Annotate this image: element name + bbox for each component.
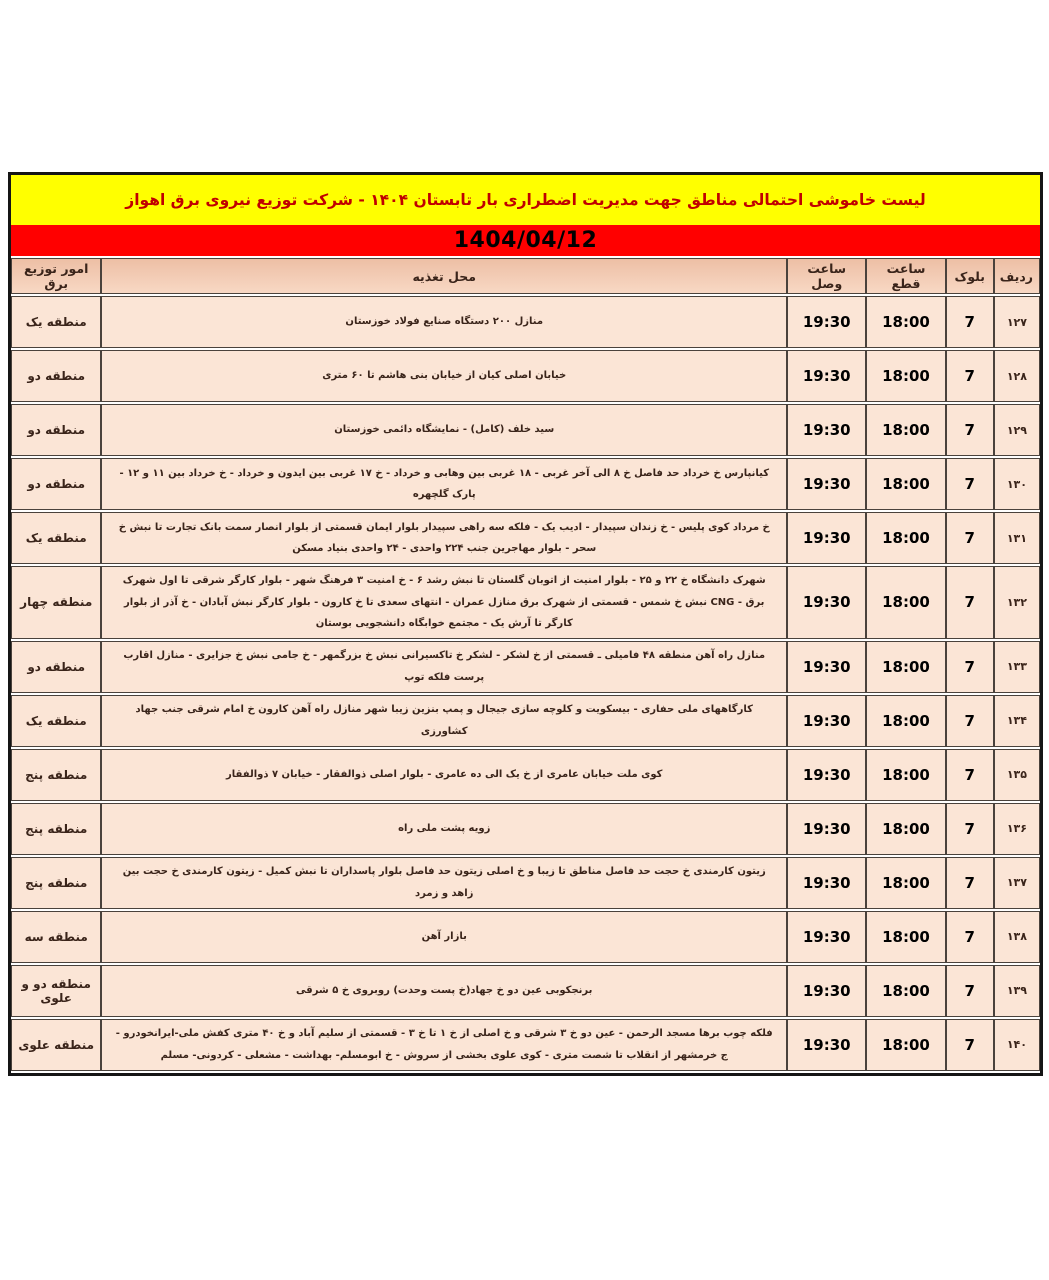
region-cell: منطقه دو <box>11 404 101 456</box>
location-cell: کارگاههای ملی حفاری - بیسکویت و کلوچه سازی جیجال و پمپ بنزین زیبا شهر منازل راه آهن کارون خ امام شرقی جنب جهاد کشاورزی <box>101 695 787 747</box>
block-cell: 7 <box>946 803 994 855</box>
date-value: 1404/04/12 <box>453 228 598 253</box>
row-number: ۱۳۶ <box>994 803 1040 855</box>
header-block: بلوک <box>946 258 994 294</box>
location-cell: خ مرداد کوی پلیس - خ زندان سپیدار - ادیب یک - فلکه سه راهی سپیدار بلوار ایمان قسمتی از بلوار انصار سمت بانک تجارت تا نبش خ سحر - بلوار مهاجرین جنب ۲۲۴ واحدی - ۲۴ واحدی بنیاد مسکن <box>101 512 787 564</box>
table-row <box>11 296 1040 348</box>
block-cell: 7 <box>946 641 994 693</box>
cut-time-cell: 18:00 <box>866 857 945 909</box>
row-number: ۱۳۴ <box>994 695 1040 747</box>
block-cell: 7 <box>946 749 994 801</box>
table-row <box>11 965 1040 1017</box>
row-number: ۱۳۷ <box>994 857 1040 909</box>
reconnect-time-cell: 19:30 <box>787 512 866 564</box>
location-cell: برنجکوبی عین دو خ جهاد(خ پست وحدت) روبروی خ ۵ شرقی <box>101 965 787 1017</box>
row-number: ۱۴۰ <box>994 1019 1040 1071</box>
cut-time-cell: 18:00 <box>866 566 945 639</box>
header-distribution: امور توزیع برق <box>11 258 101 294</box>
cut-time-cell: 18:00 <box>866 965 945 1017</box>
page-title: لیست خاموشی احتمالی مناطق جهت مدیریت اضطراری بار تابستان ۱۴۰۴ - شرکت توزیع نیروی برق اهواز <box>125 191 926 209</box>
block-cell: 7 <box>946 458 994 510</box>
location-cell: شهرک دانشگاه خ ۲۲ و ۲۵ - بلوار امنیت از اتوبان گلستان تا نبش رشد ۶ - خ امنیت ۳ فرهنگ شهر - بلوار کارگر شرقی تا اول شهرک برق - CNG نبش خ شمس - قسمتی از شهرک برق منازل عمران - انتهای سعدی تا خ کارون - بلوار کارگر نبش آبادان - خ آذر از بلوار کارگر تا آرش یک - مجتمع خوابگاه دانشجویی بوستان <box>101 566 787 639</box>
block-cell: 7 <box>946 695 994 747</box>
cut-time-cell: 18:00 <box>866 695 945 747</box>
location-cell: خیابان اصلی کیان از خیابان بنی هاشم تا ۶۰ متری <box>101 350 787 402</box>
header-row <box>11 258 1040 294</box>
location-cell: کوی ملت خیابان عامری از خ یک الی ده عامری - بلوار اصلی ذوالفقار - خیابان ۷ ذوالفقار <box>101 749 787 801</box>
reconnect-time-cell: 19:30 <box>787 749 866 801</box>
row-number: ۱۳۰ <box>994 458 1040 510</box>
cut-time-cell: 18:00 <box>866 296 945 348</box>
region-cell: منطقه یک <box>11 695 101 747</box>
location-cell: زویه پشت ملی راه <box>101 803 787 855</box>
region-cell: منطقه پنج <box>11 803 101 855</box>
cut-time-cell: 18:00 <box>866 641 945 693</box>
cut-time-cell: 18:00 <box>866 1019 945 1071</box>
region-cell: منطقه پنج <box>11 749 101 801</box>
reconnect-time-cell: 19:30 <box>787 695 866 747</box>
outage-table <box>11 256 1040 1073</box>
region-cell: منطقه چهار <box>11 566 101 639</box>
reconnect-time-cell: 19:30 <box>787 404 866 456</box>
row-number: ۱۳۸ <box>994 911 1040 963</box>
row-number: ۱۳۳ <box>994 641 1040 693</box>
table-row <box>11 566 1040 639</box>
block-cell: 7 <box>946 911 994 963</box>
region-cell: منطقه یک <box>11 512 101 564</box>
reconnect-time-cell: 19:30 <box>787 566 866 639</box>
header-reconnect-time: ساعت وصل <box>787 258 866 294</box>
table-row <box>11 641 1040 693</box>
table-row <box>11 857 1040 909</box>
row-number: ۱۳۵ <box>994 749 1040 801</box>
block-cell: 7 <box>946 965 994 1017</box>
row-number: ۱۲۸ <box>994 350 1040 402</box>
region-cell: منطقه سه <box>11 911 101 963</box>
table-row <box>11 803 1040 855</box>
row-number: ۱۳۱ <box>994 512 1040 564</box>
title-bar <box>11 175 1040 225</box>
location-cell: منازل ۲۰۰ دستگاه صنایع فولاد خوزستان <box>101 296 787 348</box>
block-cell: 7 <box>946 296 994 348</box>
table-row <box>11 695 1040 747</box>
reconnect-time-cell: 19:30 <box>787 857 866 909</box>
block-cell: 7 <box>946 350 994 402</box>
cut-time-cell: 18:00 <box>866 458 945 510</box>
reconnect-time-cell: 19:30 <box>787 1019 866 1071</box>
table-row <box>11 350 1040 402</box>
block-cell: 7 <box>946 512 994 564</box>
reconnect-time-cell: 19:30 <box>787 965 866 1017</box>
reconnect-time-cell: 19:30 <box>787 911 866 963</box>
table-row <box>11 404 1040 456</box>
cut-time-cell: 18:00 <box>866 404 945 456</box>
row-number: ۱۳۲ <box>994 566 1040 639</box>
location-cell: زیتون کارمندی خ حجت حد فاصل مناطق تا زیبا و خ اصلی زیتون حد فاصل بلوار پاسداران تا نبش کمیل - زیتون کارمندی خ حجت بین زاهد و زمرد <box>101 857 787 909</box>
cut-time-cell: 18:00 <box>866 911 945 963</box>
reconnect-time-cell: 19:30 <box>787 641 866 693</box>
region-cell: منطقه دو <box>11 350 101 402</box>
region-cell: منطقه پنج <box>11 857 101 909</box>
cut-time-cell: 18:00 <box>866 749 945 801</box>
region-cell: منطقه علوی <box>11 1019 101 1071</box>
table-row <box>11 1019 1040 1071</box>
block-cell: 7 <box>946 404 994 456</box>
header-location: محل تغذیه <box>101 258 787 294</box>
location-cell: بازار آهن <box>101 911 787 963</box>
location-cell: منازل راه آهن منطقه ۴۸ فامیلی ـ قسمتی از خ لشکر - لشکر خ تاکسیرانی نبش خ بزرگمهر - خ جامی نبش خ جزایری - منازل اقارب پرست فلکه توپ <box>101 641 787 693</box>
region-cell: منطقه دو و علوی <box>11 965 101 1017</box>
block-cell: 7 <box>946 857 994 909</box>
reconnect-time-cell: 19:30 <box>787 458 866 510</box>
row-number: ۱۲۷ <box>994 296 1040 348</box>
reconnect-time-cell: 19:30 <box>787 296 866 348</box>
location-cell: کیانپارس خ خرداد حد فاصل خ ۸ الی آخر غربی - ۱۸ غربی بین وهابی و خرداد - خ ۱۷ غربی بین ایدون و خرداد - خ خرداد بین ۱۱ و ۱۲ - پارک گلچهره <box>101 458 787 510</box>
header-row-number: ردیف <box>994 258 1040 294</box>
header-cut-time: ساعت قطع <box>866 258 945 294</box>
outage-schedule-sheet <box>8 172 1043 1076</box>
region-cell: منطقه دو <box>11 641 101 693</box>
table-row <box>11 749 1040 801</box>
reconnect-time-cell: 19:30 <box>787 803 866 855</box>
cut-time-cell: 18:00 <box>866 512 945 564</box>
location-cell: فلکه چوب برها مسجد الرحمن - عین دو خ ۳ شرقی و خ اصلی از خ ۱ تا خ ۳ - قسمتی از سلیم آباد و خ ۴۰ متری کفش ملی-ایرانخودرو - ج خرمشهر از انقلاب تا شصت متری - کوی علوی بخشی از سروش - خ ابومسلم- بهداشت - مشعلی - کردونی- مسلم <box>101 1019 787 1071</box>
table-row <box>11 458 1040 510</box>
region-cell: منطقه یک <box>11 296 101 348</box>
region-cell: منطقه دو <box>11 458 101 510</box>
reconnect-time-cell: 19:30 <box>787 350 866 402</box>
date-bar <box>11 225 1040 256</box>
block-cell: 7 <box>946 1019 994 1071</box>
row-number: ۱۲۹ <box>994 404 1040 456</box>
cut-time-cell: 18:00 <box>866 350 945 402</box>
table-row <box>11 911 1040 963</box>
block-cell: 7 <box>946 566 994 639</box>
row-number: ۱۳۹ <box>994 965 1040 1017</box>
table-row <box>11 512 1040 564</box>
cut-time-cell: 18:00 <box>866 803 945 855</box>
location-cell: سید خلف (کامل) - نمایشگاه دائمی خوزستان <box>101 404 787 456</box>
